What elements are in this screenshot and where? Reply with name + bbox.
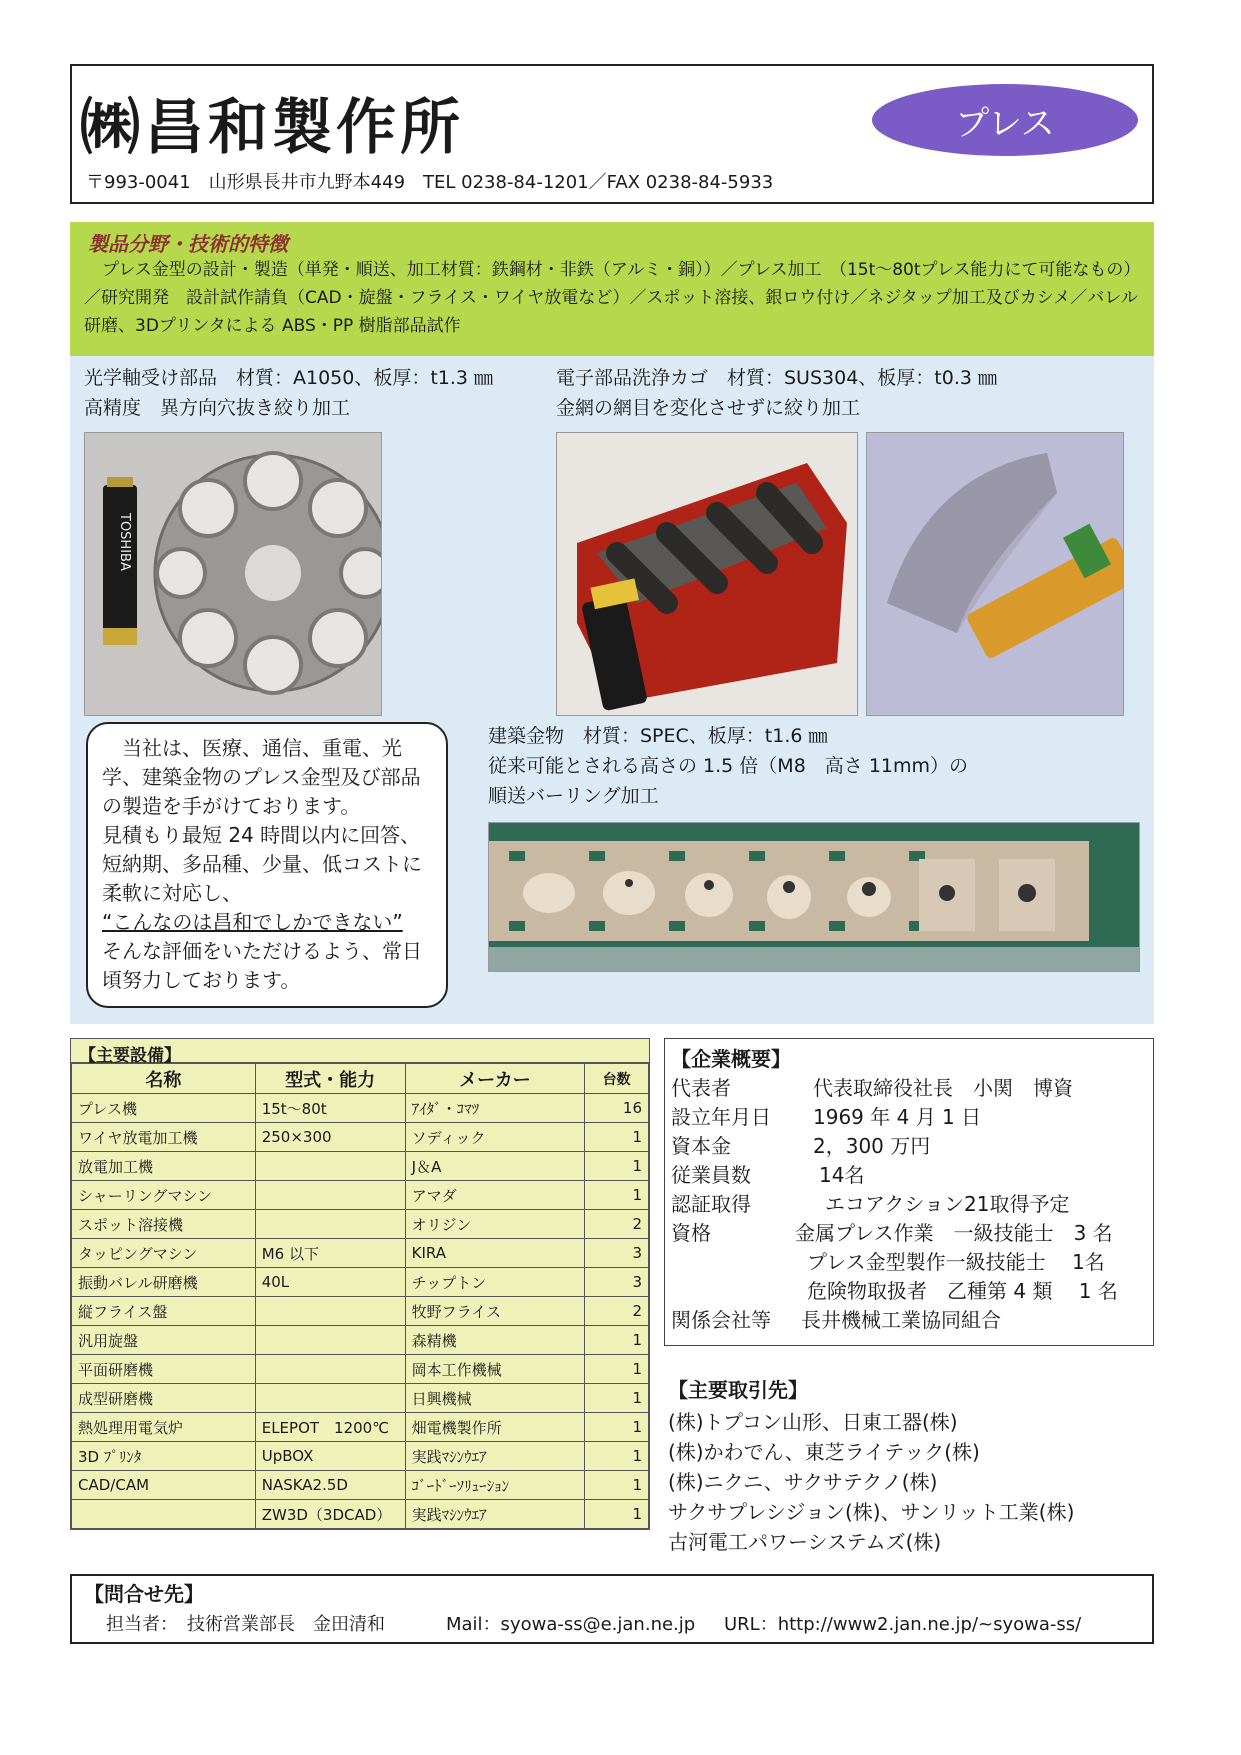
table-row (72, 1210, 649, 1239)
qualification-2: プレス金型製作一級技能士 1名 (807, 1250, 1105, 1274)
contact-mail: Mail：syowa-ss@e.jan.ne.jp (446, 1614, 696, 1635)
equipment-table (71, 1063, 649, 1529)
equipment-model (255, 1326, 405, 1355)
established-value: 1969 年 4 月 1 日 (813, 1105, 982, 1129)
contact-person: 担当者： 技術営業部長 金田清和 (106, 1614, 385, 1635)
client-item: (株)トプコン山形、日東工器(株) (668, 1410, 958, 1434)
wire-basket-photo (556, 432, 858, 716)
category-label: プレス (955, 103, 1055, 144)
equipment-name: ワイヤ放電加工機 (72, 1123, 256, 1152)
intro-text-2: 見積もり最短 24 時間以内に回答、短納期、多品種、少量、低コストに柔軟に対応し、 (102, 823, 422, 905)
client-item: (株)ニクニ、サクサテクノ(株) (668, 1470, 938, 1494)
equipment-name: 平面研磨機 (72, 1355, 256, 1384)
product3-caption: 建築金物 材質：SPEC、板厚：t1.6 ㎜ (488, 725, 828, 747)
capital-value: 2，300 万円 (813, 1134, 931, 1158)
equipment-name: 成型研磨機 (72, 1384, 256, 1413)
equipment-name: プレス機 (72, 1094, 256, 1123)
equipment-maker: アマダ (405, 1181, 584, 1210)
equipment-name: スポット溶接機 (72, 1210, 256, 1239)
equipment-model: M6 以下 (255, 1239, 405, 1268)
equipment-model: NASKA2.5D (255, 1471, 405, 1500)
equipment-count: 1 (585, 1355, 649, 1384)
qualification-label: 資格 (671, 1221, 711, 1245)
equipment-count: 1 (585, 1152, 649, 1181)
table-row (72, 1442, 649, 1471)
equipment-name: CAD/CAM (72, 1471, 256, 1500)
mesh-tray-image (867, 433, 1124, 716)
equipment-maker: J＆A (405, 1152, 584, 1181)
equipment-count: 3 (585, 1268, 649, 1297)
product2-caption: 電子部品洗浄カゴ 材質：SUS304、板厚：t0.3 ㎜ (556, 367, 997, 389)
employees-label: 従業員数 (671, 1163, 751, 1187)
features-heading: 製品分野・技術的特徴 (88, 232, 288, 256)
equipment-count: 1 (585, 1500, 649, 1529)
equipment-name: シャーリングマシン (72, 1181, 256, 1210)
equipment-count: 1 (585, 1181, 649, 1210)
equipment-table-panel (70, 1038, 650, 1530)
product1-caption: 光学軸受け部品 材質：A1050、板厚：t1.3 ㎜ (84, 367, 494, 389)
category-badge (872, 84, 1138, 156)
battery-brand-label: TOSHIBA (117, 513, 132, 571)
equipment-title: 【主要設備】 (71, 1039, 649, 1063)
equipment-count: 1 (585, 1123, 649, 1152)
company-overview-box (664, 1038, 1154, 1346)
product1-subcaption: 高精度 異方向穴抜き絞り加工 (84, 397, 351, 419)
equipment-model: ELEPOT 1200℃ (255, 1413, 405, 1442)
product2-subcaption: 金網の網目を変化させずに絞り加工 (556, 397, 861, 419)
table-row (72, 1500, 649, 1529)
equipment-model (255, 1355, 405, 1384)
table-row (72, 1152, 649, 1181)
table-row (72, 1239, 649, 1268)
client-item: 古河電工パワーシステムズ(株) (668, 1530, 942, 1554)
equipment-name: タッピングマシン (72, 1239, 256, 1268)
header-count: 台数 (585, 1064, 649, 1094)
table-row (72, 1181, 649, 1210)
client-item: (株)かわでん、東芝ライテック(株) (668, 1440, 980, 1464)
table-row (72, 1297, 649, 1326)
equipment-count: 1 (585, 1471, 649, 1500)
equipment-name: 縦フライス盤 (72, 1297, 256, 1326)
table-row (72, 1413, 649, 1442)
equipment-maker: 日興機械 (405, 1384, 584, 1413)
equipment-count: 1 (585, 1326, 649, 1355)
rep-value: 代表取締役社長 小関 博資 (813, 1076, 1073, 1100)
table-row (72, 1094, 649, 1123)
rep-label: 代表者 (671, 1076, 731, 1100)
equipment-maker: 岡本工作機械 (405, 1355, 584, 1384)
related-label: 関係会社等 (671, 1308, 771, 1332)
product3-subcaption-2: 順送バーリング加工 (488, 785, 659, 807)
contact-url: URL：http://www2.jan.ne.jp/~syowa-ss/ (724, 1614, 1082, 1635)
product3-subcaption: 従来可能とされる高さの 1.5 倍（M8 高さ 11mm）の (488, 755, 969, 777)
mesh-tray-photo (866, 432, 1124, 716)
address-line: 〒993-0041 山形県長井市九野本449 TEL 0238-84-1201／FAX 0238-84-5933 (86, 172, 774, 193)
company-name: ㈱昌和製作所 (80, 93, 464, 163)
equipment-maker: 実践ﾏｼﾝｳｴｱ (405, 1500, 584, 1529)
burring-strip-image (489, 823, 1140, 972)
table-row (72, 1355, 649, 1384)
bearing-part-photo (84, 432, 382, 716)
equipment-model: UpBOX (255, 1442, 405, 1471)
intro-text-1: 当社は、医療、通信、重電、光学、建築金物のプレス金型及び部品の製造を手がけております。 (102, 736, 421, 818)
table-row (72, 1326, 649, 1355)
equipment-maker: KIRA (405, 1239, 584, 1268)
equipment-maker: ｱｲﾀﾞ・ｺﾏﾂ (405, 1094, 584, 1123)
header-model: 型式・能力 (255, 1064, 405, 1094)
table-row (72, 1123, 649, 1152)
table-row (72, 1471, 649, 1500)
equipment-maker: ｺﾞｰﾄﾞｰｿﾘｭｰｼｮﾝ (405, 1471, 584, 1500)
equipment-maker: オリジン (405, 1210, 584, 1239)
equipment-model (255, 1152, 405, 1181)
features-text: プレス金型の設計・製造（単発・順送、加工材質：鉄鋼材・非鉄（アルミ・銅））／プレス加工 （15t～80tプレス能力にて可能なもの）／研究開発 設計試作請負（CAD・旋盤・フライス・ワイヤ放電など）／スポット溶接、銀ロウ付け／ネジタップ加工及びカシメ／バレル研磨、3Dプリンタによる ABS・PP 樹脂部品試作 (84, 260, 1141, 336)
capital-label: 資本金 (671, 1134, 731, 1158)
table-row (72, 1268, 649, 1297)
equipment-count: 1 (585, 1442, 649, 1471)
equipment-model: 40L (255, 1268, 405, 1297)
qualification-1: 金属プレス作業 一級技能士 3 名 (795, 1221, 1113, 1245)
header-maker: メーカー (405, 1064, 584, 1094)
equipment-maker: ソディック (405, 1123, 584, 1152)
related-value: 長井機械工業協同組合 (801, 1308, 1001, 1332)
equipment-model: ZW3D（3DCAD） (255, 1500, 405, 1529)
intro-text-3: そんな評価をいただけるよう、常日頃努力しております。 (102, 939, 422, 992)
equipment-count: 1 (585, 1384, 649, 1413)
equipment-name: 3D ﾌﾟﾘﾝﾀ (72, 1442, 256, 1471)
burring-strip-photo (488, 822, 1140, 972)
equipment-model (255, 1181, 405, 1210)
intro-box (86, 722, 448, 1008)
qualification-3: 危険物取扱者 乙種第 4 類 1 名 (807, 1279, 1118, 1303)
equipment-model (255, 1297, 405, 1326)
equipment-maker: チップトン (405, 1268, 584, 1297)
equipment-count: 16 (585, 1094, 649, 1123)
client-item: サクサプレシジョン(株)、サンリット工業(株) (668, 1500, 1075, 1524)
equipment-count: 3 (585, 1239, 649, 1268)
equipment-model: 250×300 (255, 1123, 405, 1152)
equipment-count: 2 (585, 1210, 649, 1239)
equipment-name: 振動バレル研磨機 (72, 1268, 256, 1297)
equipment-model (255, 1384, 405, 1413)
equipment-name: 熱処理用電気炉 (72, 1413, 256, 1442)
equipment-count: 2 (585, 1297, 649, 1326)
equipment-name (72, 1500, 256, 1529)
equipment-maker: 実践ﾏｼﾝｳｴｱ (405, 1442, 584, 1471)
equipment-name: 放電加工機 (72, 1152, 256, 1181)
bearing-part-image (85, 433, 382, 716)
equipment-maker: 森精機 (405, 1326, 584, 1355)
equipment-maker: 畑電機製作所 (405, 1413, 584, 1442)
cert-label: 認証取得 (671, 1192, 751, 1216)
contact-title: 【問合せ先】 (84, 1582, 204, 1606)
established-label: 設立年月日 (671, 1105, 771, 1129)
equipment-maker: 牧野フライス (405, 1297, 584, 1326)
header-name: 名称 (72, 1064, 256, 1094)
clients-title: 【主要取引先】 (668, 1378, 808, 1402)
wire-basket-image (557, 433, 858, 716)
overview-title: 【企業概要】 (671, 1047, 791, 1071)
employees-value: 14名 (819, 1163, 865, 1187)
table-row (72, 1384, 649, 1413)
equipment-model: 15t～80t (255, 1094, 405, 1123)
equipment-model (255, 1210, 405, 1239)
equipment-count: 1 (585, 1413, 649, 1442)
table-header-row (72, 1064, 649, 1094)
equipment-name: 汎用旋盤 (72, 1326, 256, 1355)
cert-value: エコアクション21取得予定 (825, 1192, 1070, 1216)
intro-quote: “こんなのは昌和でしかできない” (102, 910, 403, 934)
